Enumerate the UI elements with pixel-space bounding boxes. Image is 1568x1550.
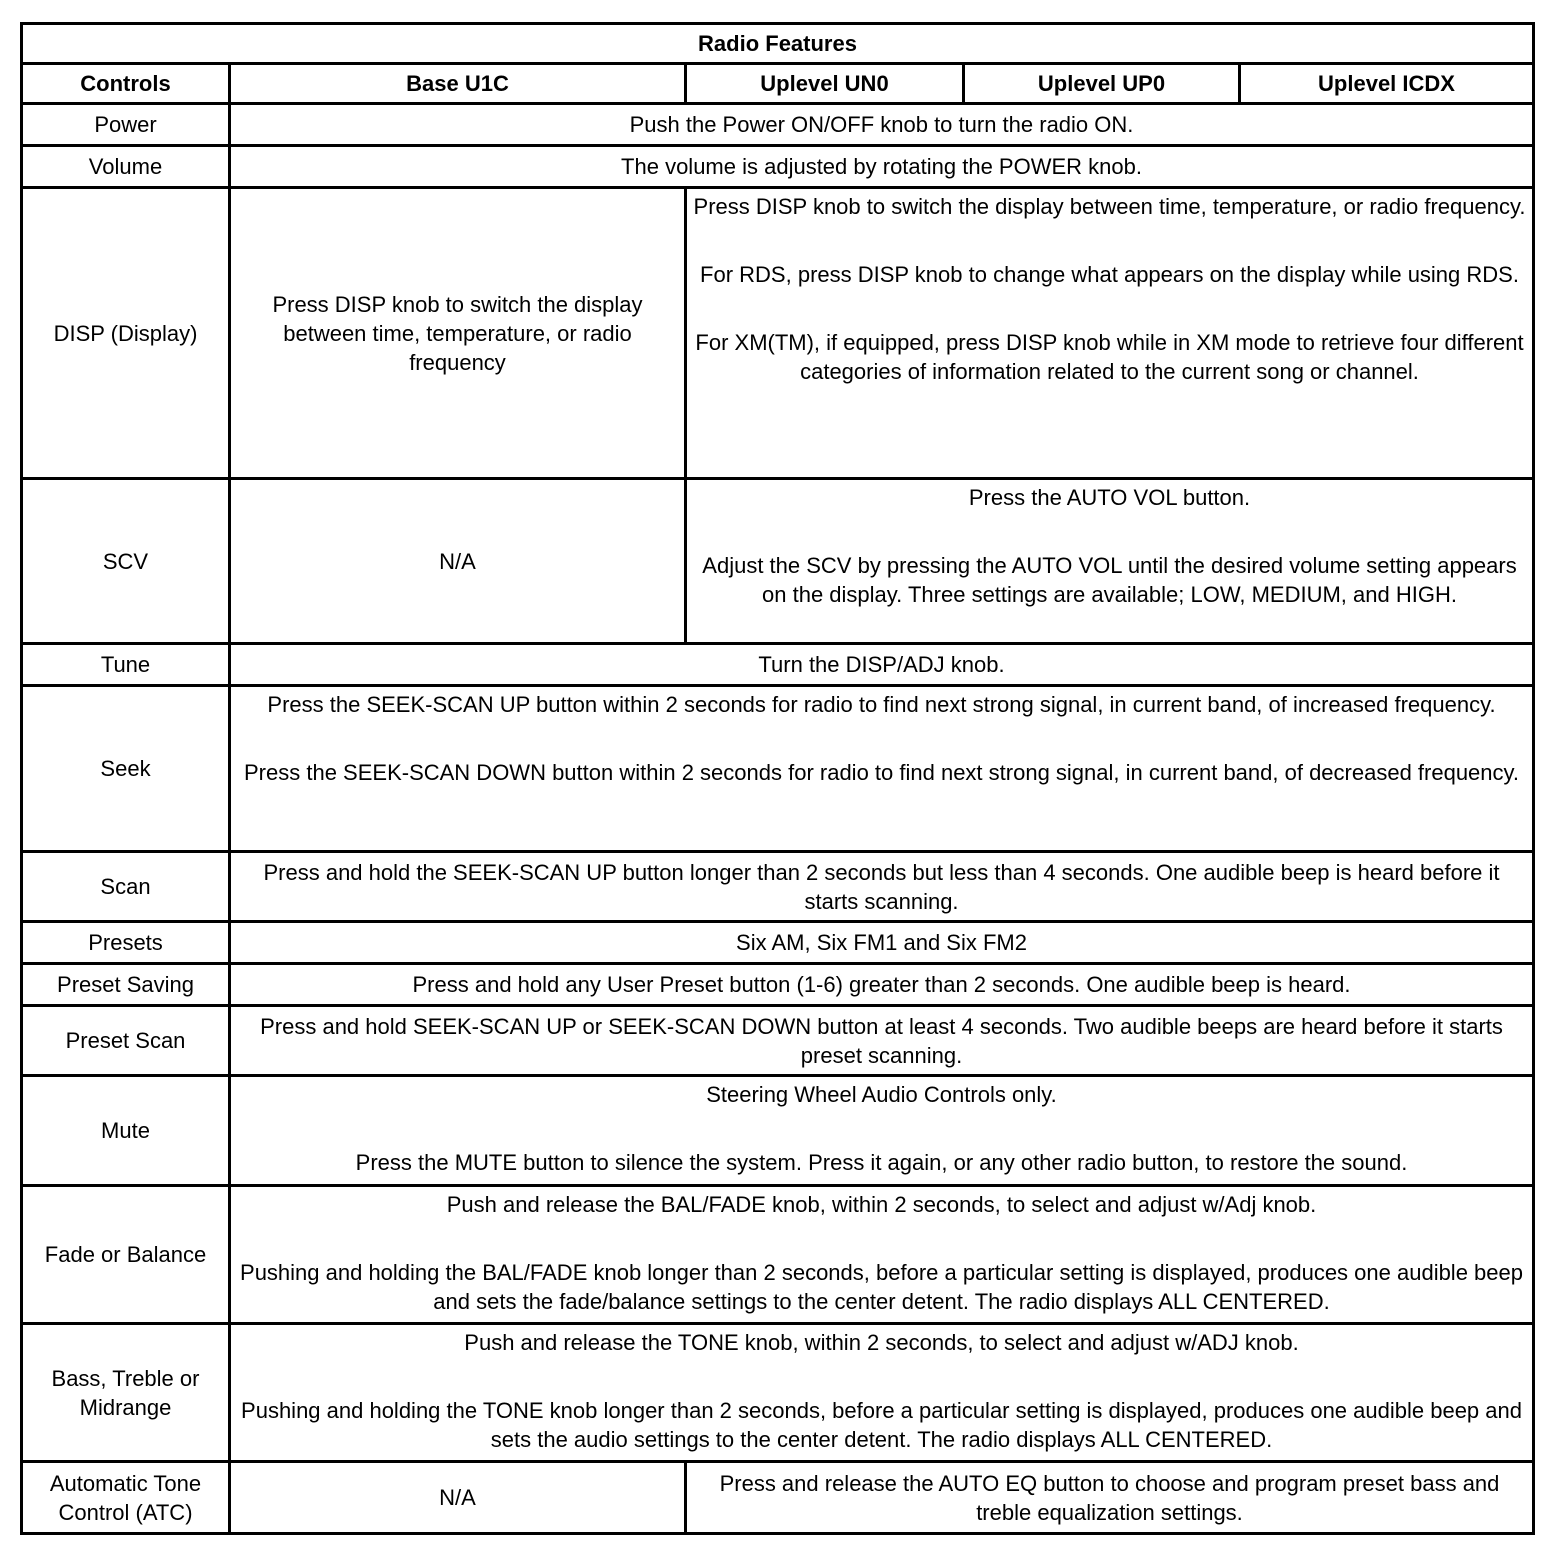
table-row [22, 1186, 1534, 1324]
table-row [22, 852, 1534, 922]
control-label: Automatic Tone Control (ATC) [22, 1462, 230, 1534]
paragraph: Steering Wheel Audio Controls only. [706, 1082, 1057, 1107]
paragraph: Adjust the SCV by pressing the AUTO VOL until the desired volume setting appears on the display. Three settings are available; LOW, MEDIUM, and HIGH. [702, 553, 1517, 607]
control-label: Power [22, 104, 230, 146]
paragraph: Press the SEEK-SCAN DOWN button within 2 seconds for radio to find next strong signal, in current band, of decreased frequency. [244, 760, 1520, 785]
header-uplevel-un0: Uplevel UN0 [686, 64, 964, 104]
feature-description: Press and hold SEEK-SCAN UP or SEEK-SCAN DOWN button at least 4 seconds. Two audible beeps are heard before it starts preset scanning. [230, 1006, 1534, 1076]
feature-description [230, 1076, 1534, 1186]
paragraph: For RDS, press DISP knob to change what appears on the display while using RDS. [700, 262, 1519, 287]
table-row [22, 1462, 1534, 1534]
paragraph: Pushing and holding the BAL/FADE knob longer than 2 seconds, before a particular setting is displayed, produces one audible beep and sets the fade/balance settings to the center detent. The radio displays ALL CENTERED. [240, 1260, 1523, 1314]
control-label: Volume [22, 146, 230, 188]
uplevel-description [686, 188, 1534, 479]
header-controls: Controls [22, 64, 230, 104]
table-row [22, 188, 1534, 479]
table-row [22, 146, 1534, 188]
uplevel-description [686, 479, 1534, 644]
table-row [22, 1076, 1534, 1186]
feature-description [230, 1324, 1534, 1462]
feature-description: Press and hold any User Preset button (1-6) greater than 2 seconds. One audible beep is heard. [230, 964, 1534, 1006]
header-uplevel-up0: Uplevel UP0 [964, 64, 1240, 104]
table-row [22, 104, 1534, 146]
table-row [22, 964, 1534, 1006]
control-label: Preset Scan [22, 1006, 230, 1076]
table-row [22, 922, 1534, 964]
table-row [22, 479, 1534, 644]
feature-description: Six AM, Six FM1 and Six FM2 [230, 922, 1534, 964]
feature-description: The volume is adjusted by rotating the POWER knob. [230, 146, 1534, 188]
header-base-u1c: Base U1C [230, 64, 686, 104]
paragraph: Press the SEEK-SCAN UP button within 2 seconds for radio to find next strong signal, in current band, of increased frequency. [267, 692, 1496, 717]
feature-description [230, 686, 1534, 852]
control-label: SCV [22, 479, 230, 644]
control-label: DISP (Display) [22, 188, 230, 479]
title-row [22, 24, 1534, 64]
paragraph: Push and release the TONE knob, within 2 seconds, to select and adjust w/ADJ knob. [464, 1330, 1299, 1355]
header-row [22, 64, 1534, 104]
feature-description: Turn the DISP/ADJ knob. [230, 644, 1534, 686]
table-row [22, 1324, 1534, 1462]
control-label: Mute [22, 1076, 230, 1186]
paragraph: For XM(TM), if equipped, press DISP knob while in XM mode to retrieve four different categories of information related to the current song or channel. [695, 330, 1524, 384]
feature-description: Push the Power ON/OFF knob to turn the radio ON. [230, 104, 1534, 146]
radio-features-table [20, 22, 1535, 1535]
control-label: Fade or Balance [22, 1186, 230, 1324]
control-label: Preset Saving [22, 964, 230, 1006]
control-label: Seek [22, 686, 230, 852]
control-label: Tune [22, 644, 230, 686]
paragraph: Press DISP knob to switch the display between time, temperature, or radio frequency. [693, 194, 1526, 219]
base-description: Press DISP knob to switch the display between time, temperature, or radio frequency [230, 188, 686, 479]
paragraph: Pushing and holding the TONE knob longer than 2 seconds, before a particular setting is displayed, produces one audible beep and sets the audio settings to the center detent. The radio displays ALL CENTERED. [241, 1398, 1522, 1452]
paragraph: Press the MUTE button to silence the system. Press it again, or any other radio button, to restore the sound. [355, 1150, 1408, 1175]
paragraph: Press the AUTO VOL button. [968, 485, 1251, 510]
feature-description: Press and hold the SEEK-SCAN UP button longer than 2 seconds but less than 4 seconds. One audible beep is heard before it starts scanning. [230, 852, 1534, 922]
uplevel-description: Press and release the AUTO EQ button to choose and program preset bass and treble equalization settings. [686, 1462, 1534, 1534]
table-row [22, 644, 1534, 686]
control-label: Scan [22, 852, 230, 922]
base-description: N/A [230, 1462, 686, 1534]
control-label: Presets [22, 922, 230, 964]
table-row [22, 686, 1534, 852]
table-row [22, 1006, 1534, 1076]
feature-description [230, 1186, 1534, 1324]
paragraph: Push and release the BAL/FADE knob, within 2 seconds, to select and adjust w/Adj knob. [446, 1192, 1317, 1217]
header-uplevel-icdx: Uplevel ICDX [1240, 64, 1534, 104]
table-title: Radio Features [22, 24, 1534, 64]
control-label: Bass, Treble or Midrange [22, 1324, 230, 1462]
base-description: N/A [230, 479, 686, 644]
